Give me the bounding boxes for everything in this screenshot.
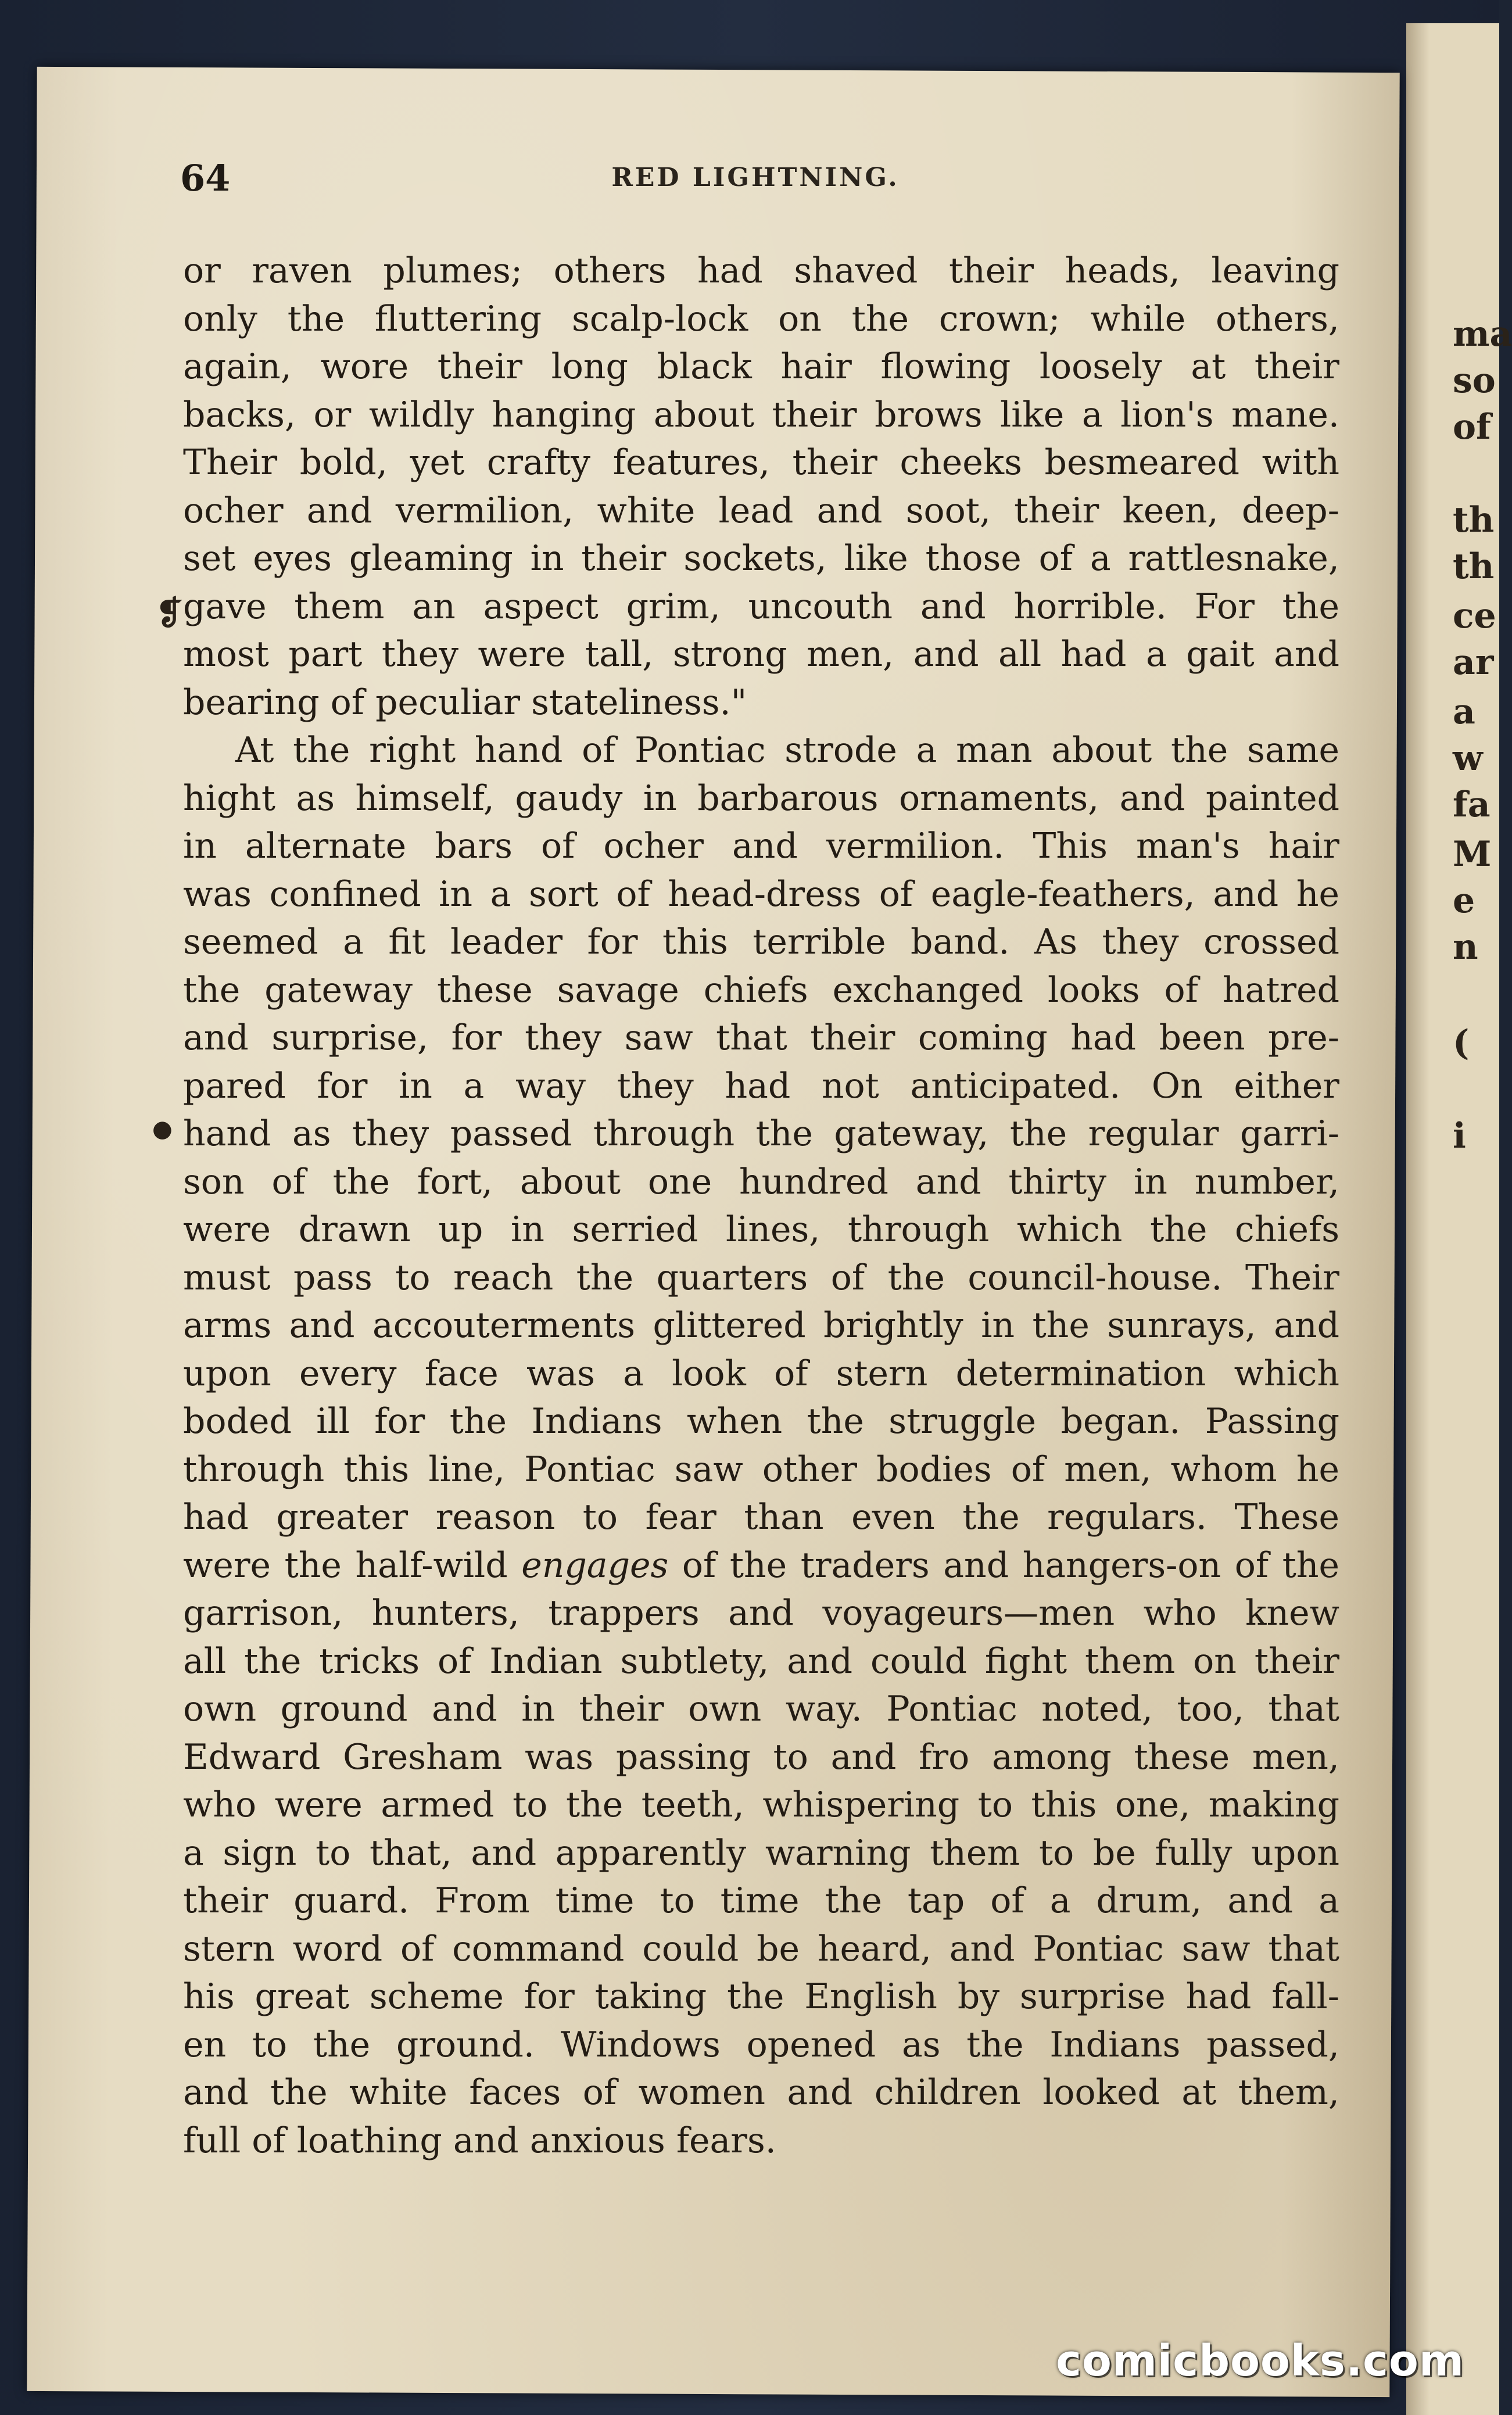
text-segment: were the half-wild [183, 1545, 522, 1586]
text-line: At the right hand of Pontiac strode a man about the same [235, 730, 1339, 771]
text-line: his great scheme for taking the English by surprise had fall- [183, 1976, 1339, 2017]
facing-page-fragment: a [1453, 691, 1475, 732]
text-line: had greater reason to fear than even the regulars. These [183, 1497, 1339, 1538]
text-line: own ground and in their own way. Pontiac noted, too, that [183, 1689, 1339, 1729]
facing-page-fragment: ce [1453, 596, 1496, 636]
text-line: upon every face was a look of stern determination which [183, 1353, 1339, 1394]
italic-word: engages [521, 1545, 669, 1586]
text-line: Their bold, yet crafty features, their cheeks besmeared with [183, 442, 1339, 483]
text-line: their guard. From time to time the tap of a drum, and a [183, 1880, 1339, 1921]
text-line: hight as himself, gaudy in barbarous ornaments, and painted [183, 777, 1339, 819]
text-line: was confined in a sort of head-dress of eagle-feathers, and he [183, 873, 1339, 915]
text-line: and surprise, for they saw that their coming had been pre- [183, 1017, 1339, 1058]
facing-page-fragment: ( [1453, 1023, 1470, 1063]
facing-page-fragment: i [1453, 1116, 1466, 1156]
facing-page-fragment: th [1453, 500, 1495, 540]
facing-page-fragment: n [1453, 927, 1478, 968]
facing-page-fragment: e [1453, 880, 1475, 921]
running-head: RED LIGHTNING. [611, 163, 900, 192]
text-line: were drawn up in serried lines, through which the chiefs [183, 1209, 1339, 1250]
text-line: most part they were tall, strong men, and all had a gait and [183, 634, 1339, 675]
text-line: in alternate bars of ocher and vermilion. This man's hair [183, 826, 1339, 866]
page-number: 64 [180, 157, 231, 199]
text-line: arms and accouterments glittered brightly in the sunrays, and [183, 1305, 1339, 1346]
text-line: son of the fort, about one hundred and thirty in number, [183, 1161, 1339, 1202]
text-line: en to the ground. Windows opened as the Indians passed, [183, 2024, 1339, 2065]
facing-page-edge [1406, 23, 1512, 2415]
margin-mark: ❡ [156, 594, 183, 632]
text-line: stern word of command could be heard, and Pontiac saw that [183, 1928, 1339, 1969]
facing-page-fragment: M [1453, 834, 1492, 875]
text-line: full of loathing and anxious fears. [183, 2120, 776, 2161]
text-line: Edward Gresham was passing to and fro among these men, [183, 1736, 1339, 1778]
text-line: backs, or wildly hanging about their brows like a lion's mane. [183, 394, 1339, 435]
text-line: a sign to that, and apparently warning them to be fully upon [183, 1832, 1339, 1873]
facing-page-fragment: ar [1453, 642, 1494, 683]
facing-page-fragment: th [1453, 546, 1495, 587]
text-line: through this line, Pontiac saw other bodies of men, whom he [183, 1449, 1339, 1490]
text-line: and the white faces of women and children looked at them, [183, 2072, 1339, 2113]
facing-page-fragment: w [1453, 738, 1483, 779]
facing-page-fragment: of [1453, 407, 1491, 447]
text-line: or raven plumes; others had shaved their heads, leaving [183, 250, 1339, 291]
facing-page-fragment: so [1453, 360, 1496, 401]
body-text [183, 247, 1339, 2165]
page-header [180, 157, 1331, 203]
text-line: all the tricks of Indian subtlety, and could fight them on their [183, 1640, 1339, 1682]
text-line: again, wore their long black hair flowing loosely at their [183, 346, 1339, 387]
text-line [183, 1542, 1339, 1590]
text-line: the gateway these savage chiefs exchanged looks of hatred [183, 969, 1339, 1011]
text-line: boded ill for the Indians when the struggle began. Passing [183, 1401, 1339, 1442]
text-line: gave them an aspect grim, uncouth and horrible. For the [183, 586, 1339, 627]
text-line: seemed a fit leader for this terrible band. As they crossed [183, 922, 1339, 962]
watermark: comicbooks.com [1056, 2336, 1464, 2386]
text-line: only the fluttering scalp-lock on the crown; while others, [183, 298, 1339, 339]
text-line: set eyes gleaming in their sockets, like those of a rattlesnake, [183, 538, 1339, 579]
text-line: must pass to reach the quarters of the council-house. Their [183, 1257, 1339, 1298]
text-line: garrison, hunters, trappers and voyageurs—men who knew [183, 1593, 1339, 1633]
text-line: pared for in a way they had not anticipated. On either [183, 1065, 1339, 1106]
text-line: ocher and vermilion, white lead and soot, their keen, deep- [183, 490, 1339, 531]
text-line: hand as they passed through the gateway, the regular garri- [183, 1113, 1339, 1154]
text-segment: of the traders and hangers-on of the [668, 1545, 1340, 1586]
margin-dot: ● [152, 1116, 173, 1142]
facing-page-fragment: ma [1453, 314, 1512, 354]
text-line: bearing of peculiar stateliness." [183, 682, 747, 723]
facing-page-fragment: fa [1453, 784, 1490, 825]
text-line: who were armed to the teeth, whispering to this one, making [183, 1785, 1339, 1825]
